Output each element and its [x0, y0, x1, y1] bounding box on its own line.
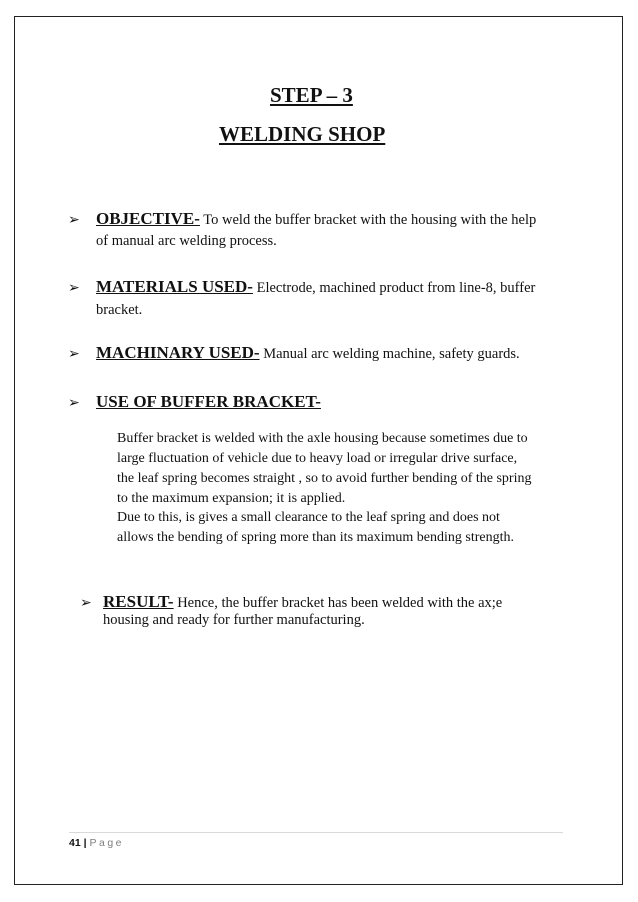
arrow-bullet-icon: ➢ — [68, 346, 80, 362]
objective-heading: OBJECTIVE- — [96, 209, 200, 228]
footer-separator: | — [83, 837, 87, 849]
use-paragraph-line: to the maximum expansion; it is applied. — [117, 491, 346, 506]
use-paragraph-line: allows the bending of spring more than its maximum bending strength. — [117, 530, 514, 545]
machinary-line-1 — [96, 343, 520, 363]
materials-heading: MATERIALS USED- — [96, 277, 253, 296]
page-label: Page — [89, 837, 125, 849]
page-footer — [69, 837, 124, 849]
result-text-line-2: housing and ready for further manufacturing. — [103, 612, 365, 628]
arrow-bullet-icon: ➢ — [68, 395, 80, 411]
footer-divider — [69, 832, 563, 833]
arrow-bullet-icon: ➢ — [68, 280, 80, 296]
materials-line-1 — [96, 277, 535, 297]
objective-text-line-2: of manual arc welding process. — [96, 233, 277, 249]
use-paragraph-line: Buffer bracket is welded with the axle housing because sometimes due to — [117, 431, 528, 446]
page-title: WELDING SHOP — [219, 122, 386, 146]
result-line-1 — [103, 592, 502, 612]
machinary-text: Manual arc welding machine, safety guards. — [259, 346, 520, 362]
result-text: Hence, the buffer bracket has been welded with the ax;e — [173, 595, 503, 611]
arrow-bullet-icon: ➢ — [68, 212, 80, 228]
machinary-heading: MACHINARY USED- — [96, 343, 260, 362]
objective-line-1 — [96, 209, 536, 229]
step-heading: STEP – 3 — [270, 83, 353, 107]
arrow-bullet-icon: ➢ — [80, 595, 92, 611]
objective-text: To weld the buffer bracket with the housing with the help — [199, 212, 537, 228]
use-paragraph-line: large fluctuation of vehicle due to heavy load or irregular drive surface, — [117, 451, 518, 466]
use-paragraph-line: the leaf spring becomes straight , so to avoid further bending of the spring — [117, 471, 532, 486]
result-heading: RESULT- — [103, 592, 174, 611]
use-heading: USE OF BUFFER BRACKET- — [96, 392, 321, 411]
materials-text: Electrode, machined product from line-8, buffer — [252, 280, 536, 296]
use-paragraph-line: Due to this, is gives a small clearance to the leaf spring and does not — [117, 510, 500, 525]
materials-text-line-2: bracket. — [96, 302, 143, 318]
page-number: 41 — [69, 837, 81, 849]
